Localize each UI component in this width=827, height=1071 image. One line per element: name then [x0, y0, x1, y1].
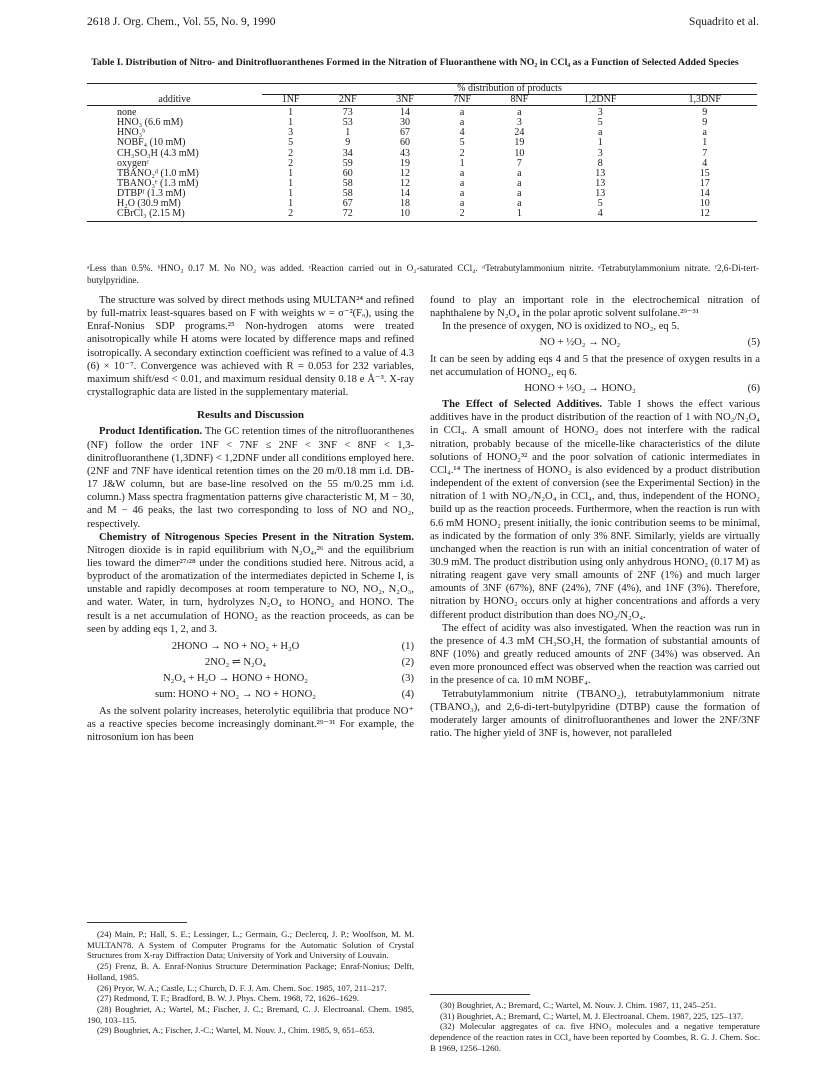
- table-cell: 3: [516, 117, 522, 129]
- table-cell: 4: [548, 209, 653, 222]
- additive-cell: CH₃SO₃H (4.3 mM): [117, 147, 199, 159]
- table-cell: a: [517, 187, 522, 199]
- table-cell: 5: [288, 137, 294, 149]
- footnote-rule: [430, 994, 530, 995]
- table-row: [87, 209, 757, 222]
- running-header-left: 2618 J. Org. Chem., Vol. 55, No. 9, 1990: [87, 16, 276, 28]
- footnote-rule: [87, 922, 187, 923]
- table-footnotes: ᵃLess than 0.5%. ᵇHNO₃ 0.17 M. No NO₂ was added. ᶜReaction carried out in O₂-saturated CCl₄. ᵈTetrabutylammonium nitrite. ᵉTetrabutylammonium nitrate. ᶠ2,6-Di-tert-butylpyridine.: [87, 263, 759, 285]
- column-header: 7NF: [434, 95, 491, 106]
- reference: (30) Boughriet, A.; Bremard, C.; Wartel, M. Nouv. J. Chim. 1987, 11, 245–251.: [440, 1000, 717, 1010]
- paragraph: It can be seen by adding eqs 4 and 5 that the presence of oxygen results in a net accumulation of HONO₂, eq 6.: [430, 353, 760, 378]
- table-cell: 4: [459, 127, 465, 139]
- equation-number: (1): [401, 640, 414, 652]
- paragraph: In the presence of oxygen, NO is oxidized to NO₂, eq 5.: [442, 321, 680, 333]
- table-cell: 1: [288, 167, 294, 179]
- reference: (28) Boughriet, A.; Wartel, M.; Fischer, J. C.; Bremard, C. J. Electroanal. Chem. 1985, 190, 103–115.: [87, 1003, 414, 1025]
- table-cell: 2: [262, 209, 319, 222]
- additive-cell: oxygenᶜ: [117, 157, 149, 169]
- table-cell: 13: [595, 167, 606, 179]
- table-cell: 5: [459, 137, 465, 149]
- table-cell: 72: [319, 209, 376, 222]
- reference: (32) Molecular aggregates of ca. five HNO₃ molecules and a negative temperature dependence of the reaction rates in CCl₄ have been reported by Coombes, R. G. J. Chem. Soc. B 1969, 1256–1260.: [430, 1021, 760, 1053]
- table-cell: a: [597, 127, 603, 139]
- table-cell: 1: [288, 117, 294, 129]
- table-body: [87, 106, 757, 222]
- additive-cell: TBANO₂ᵈ (1.0 mM): [117, 167, 199, 179]
- additive-cell: H₂O (30.9 mM): [117, 198, 181, 210]
- table-cell: 1: [702, 137, 708, 149]
- table-cell: 53: [342, 117, 353, 129]
- table-cell: 9: [345, 137, 351, 149]
- table-cell: 9: [702, 117, 708, 129]
- table-cell: 1: [288, 107, 294, 119]
- table-cell: 18: [399, 198, 410, 210]
- table-cell: a: [517, 198, 522, 210]
- paragraph: As the solvent polarity increases, heterolytic equilibria that produce NO⁺ as a reactive species become increasingly dominant.²⁹⁻³¹ For example, the nitrosonium ion has been: [87, 705, 414, 743]
- right-references: [430, 1000, 760, 1054]
- right-column: [430, 294, 760, 740]
- paragraph: Tetrabutylammonium nitrite (TBANO₂), tetrabutylammonium nitrate (TBANO₃), and 2,6-di-tert-butylpyridine (DTBP) cause the formation of moderately larger amounts of dinitrofluoranthenes and lower the 2NF/3NF ratio. The higher yield of 3NF is, however, not paralleled: [430, 688, 760, 739]
- table-cell: 9: [702, 107, 708, 119]
- table-row: [87, 128, 757, 138]
- table-cell: a: [459, 187, 465, 199]
- table-row: [87, 179, 757, 189]
- table-row: [87, 118, 757, 128]
- equation: [87, 640, 414, 653]
- paragraph: found to play an important role in the electrochemical nitration of naphthalene by N₂O₄ in the polar aprotic solvent sulfolane.²⁹⁻³¹: [430, 295, 760, 320]
- equation: [430, 382, 760, 395]
- table-cell: 5: [597, 117, 603, 129]
- table-cell: 2: [288, 157, 294, 169]
- equation-number: (4): [401, 689, 414, 701]
- table-cell: 10: [514, 147, 525, 159]
- table-cell: 34: [342, 147, 353, 159]
- table-cell: 15: [699, 167, 710, 179]
- table-cell: 24: [514, 127, 525, 139]
- table-cell: 17: [699, 177, 710, 189]
- table-row: [87, 149, 757, 159]
- equation-number: (5): [747, 337, 760, 349]
- paragraph-text: The GC retention times of the nitrofluoranthenes (NF) follow the order 1NF < 7NF ≤ 2NF < 3NF < 8NF < 1,3-dinitrofluoranthene (1,3DNF) < 1,2DNF under all conditions employed here. (2NF and 7NF have identical retention times on the 20 m/0.18 mm i.d. DB-17 J&W column, but are base-line resolved on the 55 m/0.25 mm i.d. column.) Mass spectra fragmentation patterns give characteristic M, M − 30, and M − 46 peaks, the last two corresponding to loss of NO and NO₂, respectively.: [87, 426, 414, 530]
- table-cell: 30: [399, 117, 410, 129]
- table-cell: 19: [514, 137, 525, 149]
- column-header: 1,2DNF: [548, 95, 653, 106]
- additive-cell: CBrCl₃ (2.15 M): [87, 209, 262, 222]
- equation-number: (2): [401, 657, 414, 669]
- table-cell: a: [517, 107, 522, 119]
- table-cell: 10: [376, 209, 433, 222]
- equation: [87, 688, 414, 701]
- reference: (26) Pryor, W. A.; Castle, L.; Church, D. F. J. Am. Chem. Soc. 1985, 107, 211–217.: [97, 982, 387, 993]
- additive-cell: none: [117, 107, 137, 119]
- column-header: 8NF: [491, 95, 548, 106]
- equation-formula: 2HONO → NO + NO₂ + H₂O: [171, 640, 300, 652]
- left-column: [87, 294, 414, 744]
- table-cell: a: [459, 167, 465, 179]
- table-cell: 3: [597, 107, 603, 119]
- table-cell: 14: [699, 187, 710, 199]
- table-cell: 2: [288, 147, 294, 159]
- table-cell: 13: [595, 177, 606, 189]
- table-cell: a: [702, 127, 707, 139]
- table-cell: a: [459, 198, 465, 210]
- table-cell: 14: [399, 107, 410, 119]
- table-cell: 1: [345, 127, 351, 139]
- left-references: [87, 929, 414, 1036]
- table-cell: 3: [288, 127, 294, 139]
- table-cell: 10: [699, 198, 710, 210]
- table-cell: 2: [459, 147, 465, 159]
- additive-cell: DTBPᶠ (1.3 mM): [117, 187, 186, 199]
- equation-block: [87, 640, 414, 702]
- table-cell: 4: [702, 157, 708, 169]
- table-cell: 1: [288, 198, 294, 210]
- column-header: 2NF: [319, 95, 376, 106]
- table-cell: 5: [597, 198, 603, 210]
- table-cell: a: [459, 177, 465, 189]
- equation-formula: sum: HONO + NO₂ → NO + HONO₂: [155, 689, 316, 701]
- table-cell: 12: [399, 177, 410, 189]
- table-cell: 19: [399, 157, 410, 169]
- table-spacer: [87, 84, 262, 95]
- table-cell: 3: [597, 147, 603, 159]
- equation-formula: 2NO₂ ⇌ N₂O₄: [204, 657, 267, 669]
- paragraph-text: Table I shows the effect various additives have in the product distribution of the reaction of 1 with NO₂/N₂O₄ in CCl₄. A small amount of HONO₂ does not interfere with the radical nitration, probably because of the micelle-like characteristics of the dilute solutions of HONO₂³² and the poor solvation of cationic intermediates in CCl₄.¹⁴ The inertness of HONO₂ is also evidenced by a product distribution independent of the extent of conversion (see the Experimental Section) in the nitration of 1 with NO₂/N₂O₄ in CCl₄, and, thus, independent of the HONO₂ build up as the reaction proceeds. Furthermore, when the reaction is run with 6.6 mM HONO₂ present initially, the ionic contribution seems to be minimal, as indicated by the formation of only 3% 8NF. Similarly, yields are virtually unchanged when the reaction is run with an initial concentration of water of 30.9 mM. The product distribution using only anhydrous HONO₂ (0.17 M) as nitrating reagent gave very small amounts of 2NF (1%) and much larger amounts of 3NF (67%), 8NF (24%), 7NF (4%), and 1NF (3%). Therefore, nitration by HONO₂ occurs only at higher concentrations and affords a very different product distribution than does NO₂/N₂O₄.: [430, 399, 760, 621]
- table-cell: 7: [516, 157, 522, 169]
- column-header: additive: [87, 95, 262, 106]
- reference: (25) Frenz, B. A. Enraf-Nonius Structure Determination Package; Enraf-Nonius; Delft, Holland, 1985.: [87, 961, 414, 982]
- equation-formula: HONO + ½O₂ → HONO₂: [524, 382, 636, 394]
- table-cell: 58: [342, 187, 353, 199]
- table-cell: 2: [434, 209, 491, 222]
- equation-number: (3): [401, 673, 414, 685]
- paragraph: [87, 425, 414, 530]
- table-cell: 67: [399, 127, 410, 139]
- table-cell: 73: [342, 107, 353, 119]
- table-cell: 58: [342, 177, 353, 189]
- paragraph: The structure was solved by direct methods using MULTAN²⁴ and refined by full-matrix least-squares based on F with weights w = σ⁻²(Fₒ), using the Enraf-Nonius SDP programs.²⁵ Non-hydrogen atoms were treated anisotropically while H atoms were located by difference maps and refined isotropically. A secondary extinction coefficient was refined to a value of 4.3 (6) × 10⁻⁷. Convergence was achieved with R = 0.053 for 232 variables, maximum shift/esd < 0.01, and maximum residual density 0.18 e Å⁻³. X-ray crystallographic data are listed in the supplementary material.: [87, 295, 414, 399]
- equation-number: (6): [747, 382, 760, 394]
- equation-formula: NO + ½O₂ → NO₂: [539, 337, 621, 349]
- running-header-right: Squadrito et al.: [689, 16, 759, 28]
- table-cell: 59: [342, 157, 353, 169]
- table-cell: 14: [399, 187, 410, 199]
- paragraph: [87, 531, 414, 636]
- table-cell: 13: [595, 187, 606, 199]
- table-cell: 12: [652, 209, 757, 222]
- column-header: 1NF: [262, 95, 319, 106]
- equation: [87, 672, 414, 685]
- table-cell: 8: [597, 157, 603, 169]
- column-header: 1,3DNF: [652, 95, 757, 106]
- reference: (29) Boughriet, A.; Fischer, J.-C.; Wartel, M. Nouv. J., Chim. 1985, 9, 651–653.: [97, 1025, 375, 1036]
- paragraph-text: Nitrogen dioxide is in rapid equilibrium with N₂O₄,²⁶ and the equilibrium lies toward the dimer²⁷ʴ²⁸ under the conditions studied here. Nitrous acid, a byproduct of the aromatization of the intermediates depicted in Scheme I, is unstable and rapidly decomposes at room temperature to NO, NO₂, N₂O₃, and water. Water, in turn, hydrolyzes N₂O₄ to HONO₂ and HONO. The result is a net accumulation of HONO₂ as the reaction proceeds, as can be seen by adding eqs 1, 2, and 3.: [87, 544, 414, 635]
- table-cell: 60: [399, 137, 410, 149]
- table-cell: a: [517, 177, 522, 189]
- table-cell: 1: [491, 209, 548, 222]
- table-cell: 1: [288, 187, 294, 199]
- table-cell: a: [459, 107, 465, 119]
- equation: [87, 656, 414, 669]
- table-cell: 12: [399, 167, 410, 179]
- table-cell: a: [459, 117, 465, 129]
- data-table: [87, 83, 757, 222]
- reference: (31) Boughriet, A.; Bremard, C.; Wartel, M. J. Electroanal. Chem. 1987, 225, 125–137.: [440, 1010, 744, 1021]
- subsection-title: The Effect of Selected Additives.: [442, 399, 603, 411]
- additive-cell: HNO₃ (6.6 mM): [117, 117, 183, 129]
- additive-cell: TBANO₃ᵉ (1.3 mM): [117, 177, 199, 189]
- reference: (24) Main, P.; Hall, S. E.; Lessinger, L.; Germain, G.; Declercq, J. P.; Woolfson, M. M. MULTAN78. A System of Computer Programs for the Automatic Solution of Crystal Structures from X-ray Diffraction Data; University of York and University of Louvain.: [87, 929, 414, 961]
- equation: [430, 336, 760, 349]
- additive-cell: NOBF₄ (10 mM): [117, 137, 186, 149]
- column-header: 3NF: [376, 95, 433, 106]
- table-cell: 1: [597, 137, 603, 149]
- equation-formula: N₂O₄ + H₂O → HONO + HONO₂: [162, 673, 308, 685]
- table-cell: a: [517, 167, 522, 179]
- table-cell: 67: [342, 198, 353, 210]
- reference: (27) Redmond, T. F.; Bradford, B. W. J. Phys. Chem. 1968, 72, 1626–1629.: [97, 993, 360, 1004]
- table-row: [87, 199, 757, 209]
- table-cell: 7: [702, 147, 708, 159]
- table-cell: 1: [459, 157, 465, 169]
- paragraph: [430, 398, 760, 622]
- paragraph: The effect of acidity was also investigated. When the reaction was run in the presence of 4.3 mM CH₃SO₃H, the formation of substantial amounts of 8NF (10%) and greatly reduced amounts of 2NF (34%) was observed. An even more pronounced effect was observed when the reaction was carried out in the presence of ca. 10 mM NOBF₄.: [430, 622, 760, 687]
- section-heading: Results and Discussion: [197, 409, 304, 422]
- subsection-title: Product Identification.: [99, 426, 203, 438]
- table-cell: 1: [288, 177, 294, 189]
- table-row: [87, 189, 757, 199]
- table-cell: 60: [342, 167, 353, 179]
- table-group-header: % distribution of products: [262, 84, 757, 95]
- table-caption: Table I. Distribution of Nitro- and Dinitrofluoranthenes Formed in the Nitration of Fluoranthene with NO₂ in CCl₄ as a Function of Selected Added Species: [91, 57, 739, 68]
- table-row: [87, 106, 757, 119]
- table-header-row: [87, 95, 757, 106]
- subsection-title: Chemistry of Nitrogenous Species Present in the Nitration System.: [99, 531, 414, 543]
- table-cell: 43: [399, 147, 410, 159]
- additive-cell: HNO₃ᵇ: [117, 127, 146, 139]
